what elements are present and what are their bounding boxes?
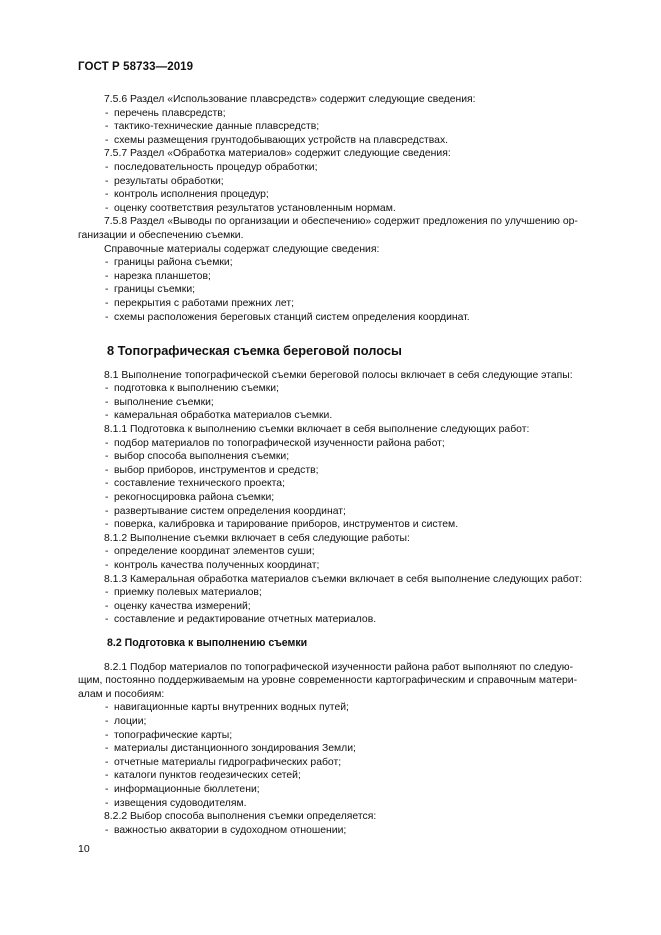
bullet-dash: - <box>105 600 109 612</box>
list-item-text: контроль качества полученных координат; <box>114 560 320 571</box>
list-item-text: результаты обработки; <box>114 175 224 187</box>
list-item-text: границы района съемки; <box>114 257 233 269</box>
list-item <box>78 729 585 743</box>
list-item <box>78 256 585 270</box>
list-item-text: тактико-технические данные плавсредств; <box>114 121 320 133</box>
list-item-text: развертывание систем определения координат; <box>114 505 346 517</box>
list-item-text: выбор приборов, инструментов и средств; <box>114 464 319 476</box>
bullet-dash: - <box>105 519 109 531</box>
list-item <box>78 437 585 451</box>
list-item-text: рекогносцировка района съемки; <box>114 492 275 504</box>
bullet-dash: - <box>105 189 109 201</box>
paragraph-8-1-2: 8.1.2 Выполнение съемки включает в себя следующие работы: <box>104 532 410 544</box>
section-8-2-title: 8.2 Подготовка к выполнению съемки <box>107 636 308 649</box>
bullet-dash: - <box>105 383 109 395</box>
list-item-text: подготовка к выполнению съемки; <box>114 383 279 395</box>
list-item <box>78 797 585 811</box>
list-item <box>78 477 585 491</box>
bullet-dash: - <box>105 797 109 809</box>
list-item-text: контроль исполнения процедур; <box>114 189 269 201</box>
bullet-dash: - <box>105 134 109 146</box>
list-item-text: отчетные материалы гидрографических работ; <box>114 756 342 768</box>
list-item-text: определение координат элементов суши; <box>114 546 315 558</box>
list-item-text: извещения судоводителям. <box>114 797 247 809</box>
paragraph-7-5-8-line1: 7.5.8 Раздел «Выводы по организации и обеспечению» содержит предложения по улучшению ор- <box>104 216 578 228</box>
list-item <box>78 613 585 627</box>
bullet-dash: - <box>105 437 109 449</box>
bullet-dash: - <box>105 451 109 463</box>
list-item-text: составление технического проекта; <box>114 478 285 490</box>
bullet-dash: - <box>105 729 109 741</box>
list-item <box>78 769 585 783</box>
list-reference <box>78 256 585 324</box>
list-item-text: камеральная обработка материалов съемки. <box>114 410 333 422</box>
list-item <box>78 824 585 838</box>
list-item <box>78 756 585 770</box>
paragraph-8-2-1-line1: 8.2.1 Подбор материалов по топографической изученности района работ выполняют по следую- <box>104 661 574 673</box>
list-item-text: топографические карты; <box>114 729 233 741</box>
list-8-1 <box>78 382 585 423</box>
list-item-text: лоции; <box>114 715 147 727</box>
paragraph-8-1-3: 8.1.3 Камеральная обработка материалов съемки включает в себя выполнение следующих работ: <box>104 573 583 585</box>
bullet-dash: - <box>105 297 109 309</box>
list-item-text: перекрытия с работами прежних лет; <box>114 297 295 309</box>
list-8-2-1 <box>78 701 585 810</box>
list-8-1-3 <box>78 586 585 627</box>
list-item <box>78 701 585 715</box>
list-item <box>78 409 585 423</box>
paragraph-7-5-6: 7.5.6 Раздел «Использование плавсредств» содержит следующие сведения: <box>104 94 476 105</box>
list-item-text: выполнение съемки; <box>114 396 214 408</box>
list-item-text: каталоги пунктов геодезических сетей; <box>114 770 301 782</box>
bullet-dash: - <box>105 396 109 408</box>
list-item <box>78 311 585 325</box>
list-item <box>78 382 585 396</box>
list-item-text: материалы дистанционного зондирования Земли; <box>114 743 356 755</box>
list-item-text: нарезка планшетов; <box>114 270 211 282</box>
paragraph-7-5-8-line2: ганизации и обеспечению съемки. <box>78 229 244 241</box>
bullet-dash: - <box>105 311 109 323</box>
list-item-text: схемы размещения грунтодобывающих устройств на плавсредствах. <box>114 134 449 146</box>
list-item-text: оценку качества измерений; <box>114 600 251 612</box>
list-item <box>78 161 585 175</box>
list-item <box>78 134 585 148</box>
bullet-dash: - <box>105 824 109 836</box>
list-item <box>78 518 585 532</box>
list-item-text: важностью акватории в судоходном отношении; <box>114 824 347 836</box>
list-item <box>78 175 585 189</box>
list-item <box>78 491 585 505</box>
list-item <box>78 783 585 797</box>
list-item <box>78 450 585 464</box>
list-item <box>78 270 585 284</box>
bullet-dash: - <box>105 715 109 727</box>
list-item-text: выбор способа выполнения съемки; <box>114 451 290 463</box>
page-number: 10 <box>78 843 90 855</box>
bullet-dash: - <box>105 587 109 599</box>
list-item <box>78 396 585 410</box>
list-7-5-7 <box>78 161 585 215</box>
list-item <box>78 586 585 600</box>
bullet-dash: - <box>105 756 109 768</box>
list-item <box>78 559 585 573</box>
list-item-text: подбор материалов по топографической изученности района работ; <box>114 437 445 449</box>
list-item-text: приемку полевых материалов; <box>114 587 262 599</box>
list-item-text: поверка, калибровка и тарирование приборов, инструментов и систем. <box>114 519 459 531</box>
bullet-dash: - <box>105 107 109 119</box>
paragraph-8-2-2: 8.2.2 Выбор способа выполнения съемки определяется: <box>104 811 377 823</box>
list-item <box>78 742 585 756</box>
bullet-dash: - <box>105 560 109 571</box>
list-item <box>78 283 585 297</box>
bullet-dash: - <box>105 546 109 558</box>
bullet-dash: - <box>105 702 109 714</box>
section-8-title: 8 Топографическая съемка береговой полосы <box>107 343 402 359</box>
list-7-5-6 <box>78 107 585 148</box>
list-item <box>78 202 585 216</box>
bullet-dash: - <box>105 175 109 187</box>
bullet-dash: - <box>105 614 109 626</box>
paragraph-reference: Справочные материалы содержат следующие сведения: <box>104 243 380 255</box>
bullet-dash: - <box>105 783 109 795</box>
bullet-dash: - <box>105 410 109 422</box>
list-item <box>78 188 585 202</box>
bullet-dash: - <box>105 270 109 282</box>
list-item <box>78 715 585 729</box>
list-item-text: навигационные карты внутренних водных путей; <box>114 702 349 714</box>
document-header: ГОСТ Р 58733—2019 <box>78 61 194 73</box>
bullet-dash: - <box>105 478 109 490</box>
list-item-text: оценку соответствия результатов установленным нормам. <box>114 202 396 214</box>
list-item-text: границы съемки; <box>114 284 196 296</box>
paragraph-7-5-7: 7.5.7 Раздел «Обработка материалов» содержит следующие сведения: <box>104 148 451 160</box>
list-item-text: информационные бюллетени; <box>114 783 260 795</box>
paragraph-8-2-1-line2: щим, постоянно поддерживаемым на уровне современности картографическим и справочным матери- <box>78 675 578 687</box>
bullet-dash: - <box>105 257 109 269</box>
list-item <box>78 107 585 121</box>
bullet-dash: - <box>105 505 109 517</box>
paragraph-8-1: 8.1 Выполнение топографической съемки береговой полосы включает в себя следующие этапы: <box>104 369 573 381</box>
bullet-dash: - <box>105 743 109 755</box>
bullet-dash: - <box>105 492 109 504</box>
bullet-dash: - <box>105 464 109 476</box>
list-item-text: составление и редактирование отчетных материалов. <box>114 614 377 626</box>
list-item-text: перечень плавсредств; <box>114 107 226 119</box>
bullet-dash: - <box>105 121 109 133</box>
list-8-2-2 <box>78 824 585 838</box>
bullet-dash: - <box>105 161 109 173</box>
list-item <box>78 600 585 614</box>
list-item <box>78 297 585 311</box>
bullet-dash: - <box>105 770 109 782</box>
list-8-1-1 <box>78 437 585 532</box>
list-item-text: схемы расположения береговых станций систем определения координат. <box>114 311 470 323</box>
bullet-dash: - <box>105 202 109 214</box>
list-item <box>78 464 585 478</box>
paragraph-8-2-1-line3: алам и пособиям: <box>78 688 165 700</box>
paragraph-8-1-1: 8.1.1 Подготовка к выполнению съемки включает в себя выполнение следующих работ: <box>104 424 530 436</box>
page-content <box>78 93 585 837</box>
list-8-1-2 <box>78 545 585 572</box>
list-item <box>78 545 585 559</box>
list-item <box>78 505 585 519</box>
bullet-dash: - <box>105 284 109 296</box>
list-item <box>78 120 585 134</box>
list-item-text: последовательность процедур обработки; <box>114 161 318 173</box>
